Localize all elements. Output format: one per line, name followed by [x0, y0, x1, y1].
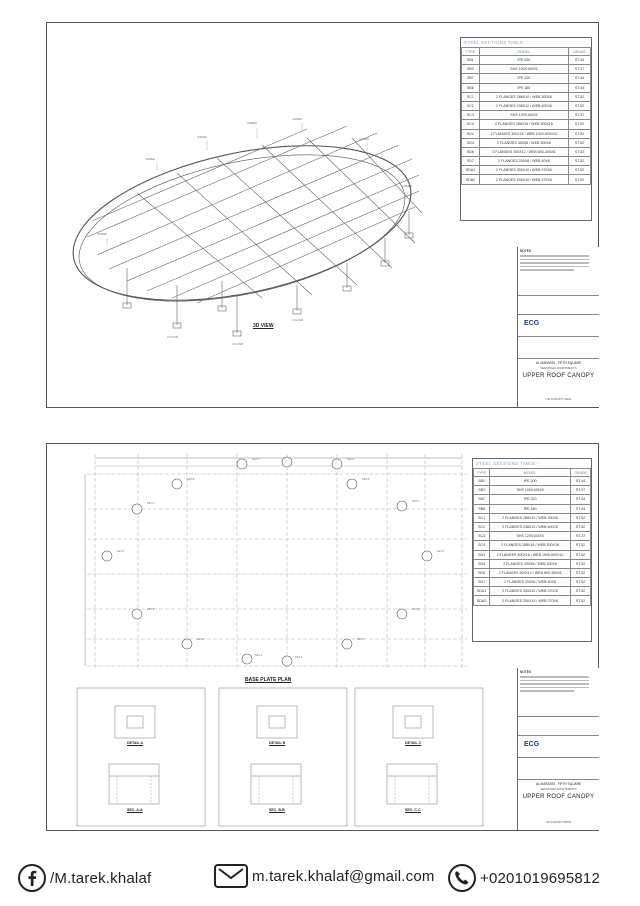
- table-row: SC3 SHS 120X100X5 ST.37: [474, 532, 591, 541]
- svg-text:DET.B: DET.B: [187, 478, 195, 481]
- email-contact[interactable]: [214, 864, 435, 888]
- svg-text:DET.B: DET.B: [147, 608, 155, 611]
- table-row: SD1 2 FLANGES 300X16 / WEB 1000-600X10 ST.52: [474, 550, 591, 559]
- table-row: SB3 SHS 100X100X5 ST.37: [462, 65, 591, 74]
- table-row: SB3 SHS 100X100X5 ST.37: [474, 486, 591, 495]
- project-subtitle: SERVICED APARTMENTS: [540, 787, 577, 791]
- table-row: SB1 IPE 200 ST.44: [462, 56, 591, 65]
- facebook-icon: [18, 864, 46, 892]
- drawing-title: UPPER ROOF CANOPY: [522, 794, 595, 800]
- table-row: SDA1 2 FLANGES 300X10 / WEB 370X6 ST.52: [462, 166, 591, 175]
- svg-text:DET.A: DET.A: [255, 654, 263, 657]
- table-row: SC4 2 FLANGES 288X16 / WEB 300X18 ST.52: [462, 120, 591, 129]
- table-row: SD4 2 FLANGES 300X8 / WEB 300X6 ST.52: [462, 138, 591, 147]
- svg-text:DET.C: DET.C: [197, 638, 205, 641]
- section-c-caption: SEC. C-C: [405, 808, 421, 812]
- svg-text:COLUMN: COLUMN: [167, 336, 179, 339]
- table-title: STEEL SECTIONS TABLE:-: [464, 40, 527, 45]
- phone-contact[interactable]: [448, 864, 600, 892]
- detail-a-caption: DETAIL A: [127, 741, 144, 745]
- contact-footer: [0, 850, 640, 906]
- svg-text:GIRDER: GIRDER: [97, 233, 108, 236]
- notes-area: [518, 247, 599, 296]
- svg-text:GIRDER: GIRDER: [197, 136, 208, 139]
- steel-table-grid: [473, 468, 591, 606]
- svg-text:COLUMN: COLUMN: [232, 343, 244, 346]
- col-model: MODEL: [490, 469, 571, 477]
- consultant-logo: ECG: [524, 320, 540, 327]
- table-row: SD7 2 FLANGES 200X8 / WEB 40X8 ST.52: [474, 578, 591, 587]
- svg-text:DET.A: DET.A: [347, 458, 355, 461]
- svg-text:DET.C: DET.C: [412, 500, 420, 503]
- steel-table-grid: [461, 47, 591, 185]
- steel-sections-table: [472, 458, 592, 642]
- col-type: TYPE: [474, 469, 490, 477]
- title-block: [517, 247, 599, 407]
- svg-text:GIRDER: GIRDER: [292, 118, 303, 121]
- table-row: SC1 2 FLANGES 288X10 / WEB 300X6 ST.52: [474, 513, 591, 522]
- table-row: SB1 IPE 200 ST.44: [474, 477, 591, 486]
- table-row: SC2 2 FLANGES 238X12 / WEB 400X6 ST.52: [474, 522, 591, 531]
- table-row: SB8 IPE 180 ST.44: [474, 504, 591, 513]
- svg-text:DET.C: DET.C: [147, 502, 155, 505]
- svg-text:DET.B: DET.B: [412, 608, 420, 611]
- project-subtitle: SERVICED APARTMENTS: [540, 366, 577, 370]
- facebook-handle[interactable]: /M.tarek.khalaf: [50, 869, 152, 887]
- drawing-title: UPPER ROOF CANOPY: [522, 373, 595, 379]
- table-row: SB8 IPE 180 ST.44: [462, 83, 591, 92]
- section-a-caption: SEC. A-A: [127, 808, 143, 812]
- email-address[interactable]: m.tarek.khalaf@gmail.com: [252, 867, 435, 885]
- table-row: SDA1 2 FLANGES 300X10 / WEB 370X6 ST.52: [474, 587, 591, 596]
- svg-text:DET.A: DET.A: [252, 458, 260, 461]
- notes-area: [518, 668, 599, 717]
- col-grade: GRADE: [571, 469, 591, 477]
- table-row: SD7 2 FLANGES 200X8 / WEB 40X8 ST.52: [462, 157, 591, 166]
- svg-text:DET.C: DET.C: [357, 638, 365, 641]
- plan-caption: BASE PLATE PLAN: [245, 677, 292, 683]
- project-name: AL MARASSI - FIFTH SQUARE: [535, 361, 582, 365]
- view-caption-3d: 3D VIEW: [253, 323, 274, 329]
- drawing-number: UR-CANOPY-3D01: [545, 397, 572, 401]
- notes-label: NOTES: [520, 249, 531, 253]
- table-row: SB7 IPE 220 ST.44: [474, 495, 591, 504]
- table-row: SD6 2 FLANGES 300X12 / WEB 800-300X8 ST.52: [474, 568, 591, 577]
- drawing-number: UR-CANOPY-BP01: [545, 820, 572, 824]
- drawing-sheet-base-plate: [46, 443, 599, 831]
- table-row: SDA2 2 FLANGES 200X10 / WEB 370X6 ST.52: [474, 596, 591, 605]
- col-type: TYPE: [462, 48, 480, 56]
- table-row: SD1 2 FLANGES 300X16 / WEB 1000-600X10 ST.52: [462, 129, 591, 138]
- notes-label: NOTES: [520, 670, 531, 674]
- drawing-sheet-3d-view: [46, 22, 599, 408]
- svg-text:GIRDER: GIRDER: [145, 158, 156, 161]
- table-row: SC3 SHS 120X100X5 ST.37: [462, 111, 591, 120]
- title-block: [517, 668, 599, 830]
- facebook-contact[interactable]: [18, 864, 151, 892]
- svg-text:DET.A: DET.A: [437, 550, 445, 553]
- svg-text:GIRDER: GIRDER: [359, 138, 370, 141]
- col-grade: GRADE: [568, 48, 590, 56]
- table-row: SC4 2 FLANGES 288X16 / WEB 300X18 ST.52: [474, 541, 591, 550]
- phone-number[interactable]: +0201019695812: [480, 869, 601, 887]
- table-row: SC1 2 FLANGES 288X10 / WEB 300X6 ST.52: [462, 92, 591, 101]
- col-model: MODEL: [479, 48, 568, 56]
- consultant-logo: ECG: [524, 741, 540, 748]
- svg-text:GIRDER: GIRDER: [247, 122, 258, 125]
- phone-icon: [448, 864, 476, 892]
- table-title: STEEL SECTIONS TABLE:-: [476, 461, 539, 466]
- table-row: SD6 2 FLANGES 300X12 / WEB 800-300X8 ST.52: [462, 147, 591, 156]
- svg-text:COLUMN: COLUMN: [292, 319, 304, 322]
- table-row: SD4 2 FLANGES 300X8 / WEB 300X6 ST.52: [474, 559, 591, 568]
- steel-sections-table: [460, 37, 592, 221]
- svg-text:DET.B: DET.B: [362, 478, 370, 481]
- svg-text:DET.A: DET.A: [295, 656, 303, 659]
- svg-text:GIRDER: GIRDER: [402, 185, 413, 188]
- section-b-caption: SEC. B-B: [269, 808, 285, 812]
- project-name: AL MARASSI - FIFTH SQUARE: [535, 782, 582, 786]
- detail-c-caption: DETAIL C: [405, 741, 422, 745]
- table-row: SC2 2 FLANGES 238X12 / WEB 400X6 ST.52: [462, 101, 591, 110]
- email-icon: [214, 864, 248, 888]
- table-row: SDA2 2 FLANGES 200X10 / WEB 370X6 ST.52: [462, 175, 591, 184]
- table-row: SB7 IPE 220 ST.44: [462, 74, 591, 83]
- detail-b-caption: DETAIL B: [269, 741, 286, 745]
- svg-text:DET.A: DET.A: [117, 550, 125, 553]
